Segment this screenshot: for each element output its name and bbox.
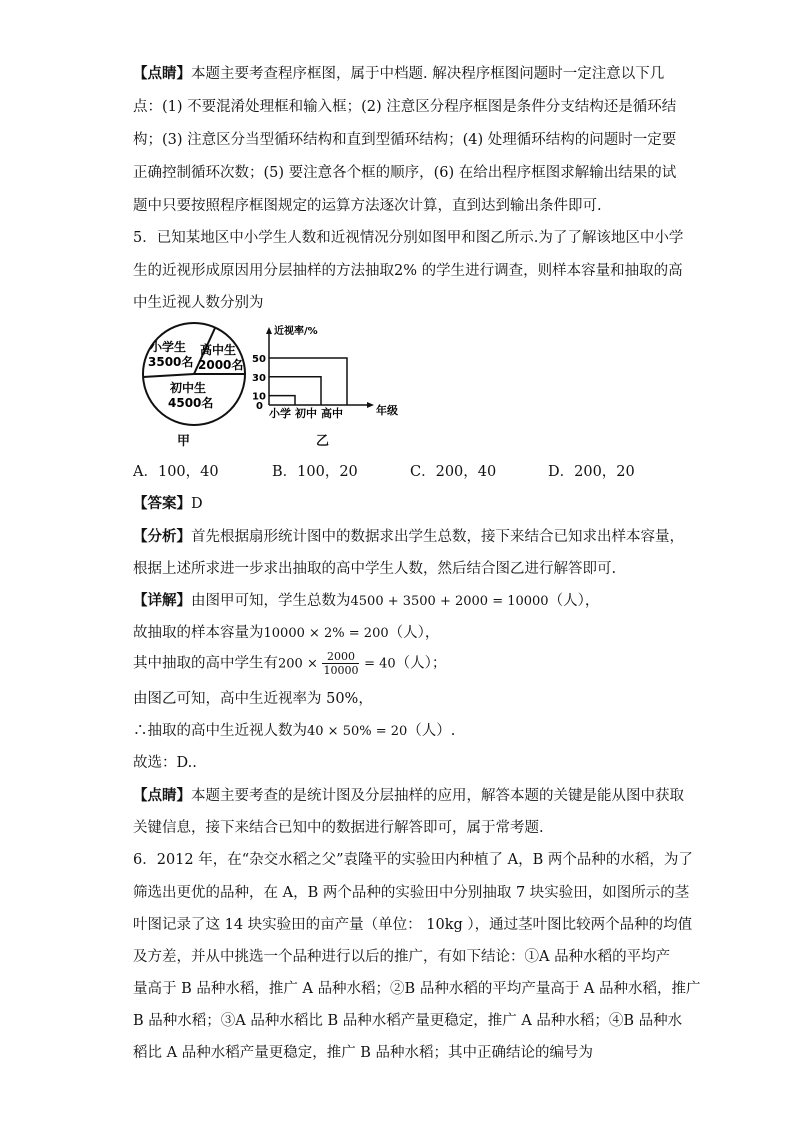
option-d[interactable]: D．200，20: [548, 464, 635, 480]
detail-tag: 【详解】: [133, 592, 191, 609]
bar-category-label: 初中: [295, 407, 317, 420]
q6-line7: 稻比 A 品种水稻产量更稳定，推广 B 品种水稻；其中正确结论的编号为: [133, 1045, 594, 1061]
pie-caption: 甲: [177, 434, 191, 449]
q5-line1: 5．已知某地区中小学生人数和近视情况分别如图甲和图乙所示.为了了解该地区中小学: [133, 230, 684, 246]
q6-line6: B 品种水稻；③A 品种水稻比 B 品种水稻产量更稳定，推广 A 品种水稻；④B 品种水: [133, 1013, 683, 1029]
analysis-line2: 根据上述所求进一步求出抽取的高中学生人数，然后结合图乙进行解答即可.: [133, 561, 617, 577]
pie-slice-label: 高中生: [200, 343, 237, 357]
answer-tag: 【答案】: [133, 495, 191, 512]
bar-mark: [269, 358, 347, 405]
detail-line3: 其中抽取的高中学生有200 × $\frac{2000}{10000}$ = 40（人）；: [133, 650, 447, 677]
bar-chart: [248, 322, 408, 422]
analysis-line1: 【分析】首先根据扇形统计图中的数据求出学生总数，接下来结合已知求出样本容量，: [133, 528, 684, 545]
option-b[interactable]: B．100，20: [272, 464, 358, 480]
bar-ytick-label: 0: [256, 401, 263, 412]
q6-line5: 量高于 B 品种水稻，推广 A 品种水稻；②B 品种水稻的平均产量高于 A 品种水稻，推广: [133, 981, 701, 997]
pie-slice-value: 2000名: [198, 358, 244, 372]
comment1-line3: 构；(3) 注意区分当型循环结构和直到型循环结构；(4) 处理循环结构的问题时一定要: [133, 132, 677, 148]
comment1-line4: 正确控制循环次数；(5) 要注意各个框的顺序，(6) 在给出程序框图求解输出结果的试: [133, 165, 677, 181]
detail-line4: 由图乙可知，高中生近视率为 50%，: [133, 691, 373, 707]
pie-chart: [140, 320, 250, 430]
answer-value: D: [191, 496, 203, 512]
comment2-line2: 关键信息，接下来结合已知中的数据进行解答即可，属于常考题.: [133, 820, 544, 836]
detail-line6: 故选：D..: [133, 755, 197, 771]
bar-x-arrow: [367, 402, 374, 408]
q6-line3: 叶图记录了这 14 块实验田的亩产量（单位： 10kg ），通过茎叶图比较两个品种的均值: [133, 917, 693, 933]
bar-caption: 乙: [316, 434, 330, 449]
q5-line3: 中生近视人数分别为: [133, 295, 264, 311]
comment1-line5: 题中只要按照程序框图规定的运算方法逐次计算，直到达到输出条件即可.: [133, 198, 602, 214]
bar-ylabel: 近视率/%: [274, 326, 318, 337]
pie-slice-value: 3500名: [148, 355, 194, 369]
option-a[interactable]: A．100，40: [133, 464, 219, 480]
q6-line1: 6．2012 年，在“杂交水稻之父”袁隆平的实验田内种植了 A，B 两个品种的水稻，为了: [133, 852, 693, 868]
option-c[interactable]: C．200，40: [410, 464, 497, 480]
comment2-line1: 【点睛】本题主要考查的是统计图及分层抽样的应用，解答本题的关键是能从图中获取: [133, 787, 684, 804]
q5-line2: 生的近视形成原因用分层抽样的方法抽取2% 的学生进行调查，则样本容量和抽取的高: [133, 263, 683, 279]
bar-category-label: 高中: [321, 407, 343, 420]
q6-line4: 及方差，并从中挑选一个品种进行以后的推广，有如下结论：①A 品种水稻的平均产: [133, 949, 671, 965]
detail-line1: 【详解】由图甲可知，学生总数为4500 + 3500 + 2000 = 10000（人），: [133, 592, 600, 609]
bar-ytick-label: 30: [252, 372, 266, 384]
bar-y-arrow: [266, 327, 272, 334]
fraction: $\frac{2000}{10000}$: [323, 650, 359, 677]
bar-category-label: 小学: [269, 407, 291, 420]
bar-ytick-label: 10: [252, 391, 266, 403]
bar-xlabel: 年级: [376, 404, 398, 417]
comment1-line2: 点：(1) 不要混淆处理框和输入框；(2) 注意区分程序框图是条件分支结构还是循环结: [133, 99, 677, 115]
detail-line2: 故抽取的样本容量为10000 × 2% = 200（人），: [133, 625, 440, 641]
bar-mark: [269, 396, 295, 405]
pie-slice-label: 初中生: [170, 381, 207, 395]
pie-slice-value: 4500名: [168, 396, 214, 410]
comment1-line1: 【点睛】本题主要考查程序框图，属于中档题. 解决程序框图问题时一定注意以下几: [133, 65, 665, 82]
comment1-tag: 【点睛】: [133, 65, 191, 82]
answer-line: [133, 494, 203, 514]
analysis-tag: 【分析】: [133, 528, 191, 545]
comment2-tag: 【点睛】: [133, 787, 191, 804]
pie-slice-label: 小学生: [150, 340, 187, 354]
bar-ytick-label: 50: [252, 354, 266, 365]
q6-line2: 筛选出更优的品种，在 A，B 两个品种的实验田中分别抽取 7 块实验田，如图所示的茎: [133, 885, 690, 901]
detail-line5: ∴抽取的高中生近视人数为40 × 50% = 20（人）.: [133, 723, 456, 739]
